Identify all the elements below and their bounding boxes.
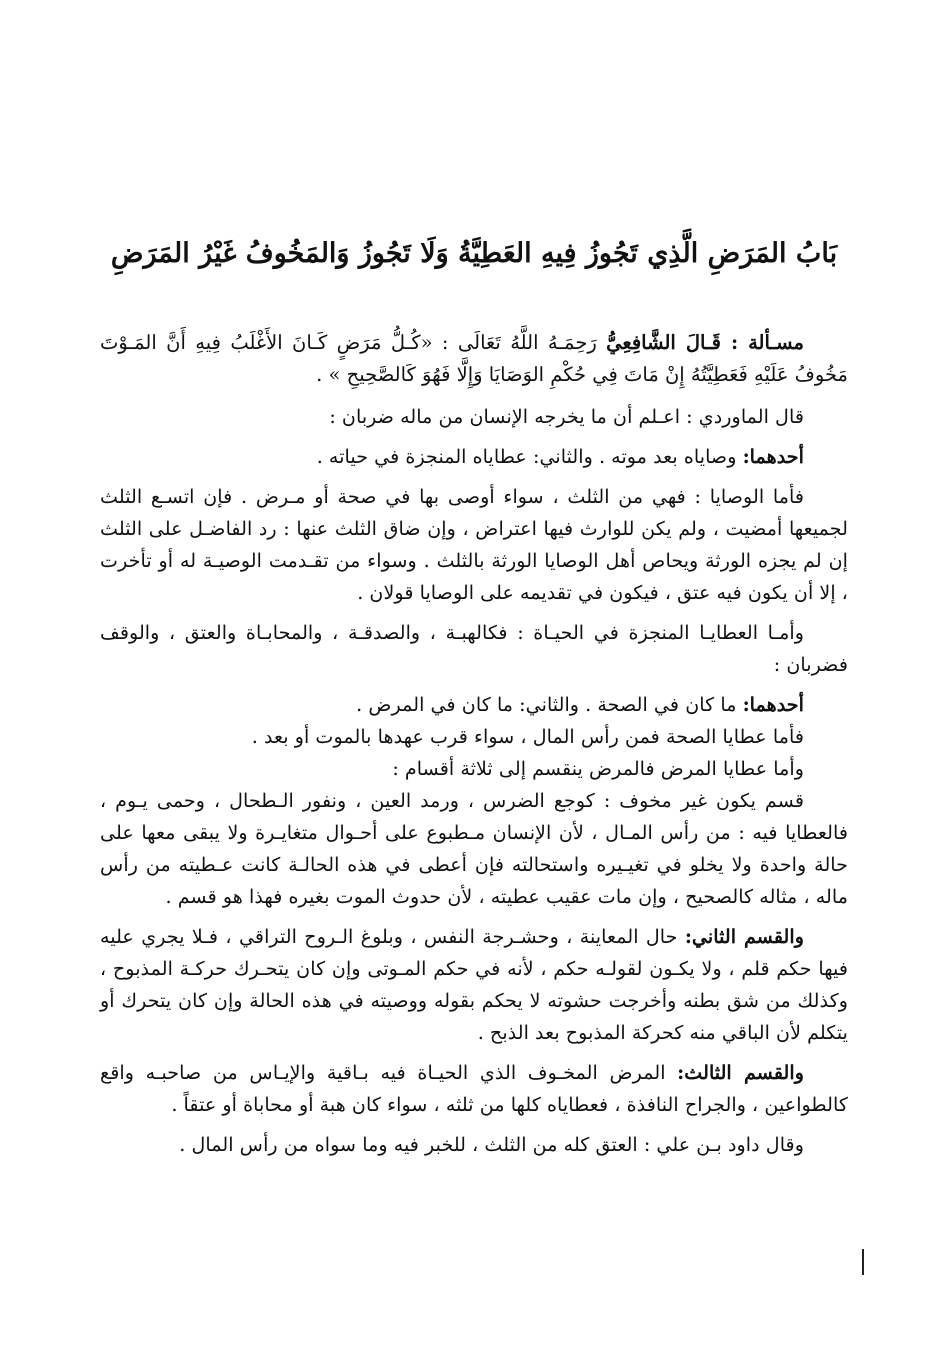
- paragraph-lead: والقسم الثاني:: [684, 925, 804, 948]
- paragraph-second-section: [100, 921, 848, 1049]
- paragraph-dawud: [100, 1129, 848, 1161]
- paragraph-health-gifts: [100, 721, 848, 753]
- paragraph-mawardi: [100, 401, 848, 433]
- paragraph-text: وقال داود بـن علي : العتق كله من الثلث ، للخبر فيه وما سواه من رأس المال .: [179, 1133, 804, 1156]
- paragraph-text: قسم يكون غير مخوف : كوجع الضرس ، ورمد العين ، ونفور الـطحال ، وحمى يـوم ، فالعطايا فيه : من رأس المـال ، لأن الإنسان مـطبوع على أحـوال متغايـرة ولا يبقى معها على حالة واحدة ولا يخلو في تغيـيره واستحالته فإن أعطى في هذه الحالـة كانت عـطيته من رأس ماله ، مثاله كالصحيح ، وإن مات عقيب عطيته ، لأن حدوث الموت بغيره فهذا هو قسم .: [100, 789, 848, 908]
- paragraph-text: ما كان في الصحة . والثاني: ما كان في المرض .: [356, 693, 743, 716]
- paragraph-lead: أحدهما:: [742, 445, 804, 468]
- paragraph-lead: أحدهما:: [742, 693, 804, 716]
- paragraph-text: فأما الوصايا : فهي من الثلث ، سواء أوصى بها في صحة أو مـرض . فإن اتسـع الثلث لجميعها أمضيت ، ولم يكن للوارث فيها اعتراض ، وإن ضاق الثلث عنها : رد الفاضـل على الثلث إن لم يجزه الورثة ويحاص أهل الوصايا الورثة بالثلث . وسواء من تقـدمت الوصيـة له أو تأخرت ، إلا أن يكون فيه عتق ، فيكون في تقديمه على الوصايا قولان .: [100, 485, 848, 604]
- chapter-title: بَابُ المَرَضِ الَّذِي تَجُوزُ فِيهِ العَطِيَّةُ وَلَا تَجُوزُ وَالمَخُوفُ غَيْرُ المَرَضِ: [110, 238, 838, 269]
- paragraph-lead: والقسم الثالث:: [677, 1061, 804, 1084]
- paragraph-atayya: [100, 617, 848, 681]
- paragraph-lead: مسـألة : قَـالَ الشَّافِعِيُّ: [606, 331, 804, 354]
- paragraph-text: وأمـا العطايـا المنجزة في الحيـاة : فكالهبـة ، والصدقـة ، والمحابـاة والعتق ، والوقف فضربان :: [100, 621, 848, 676]
- paragraph-text: حال المعاينة ، وحشـرجة النفس ، وبلوغ الـروح التراقي ، فـلا يجري عليه فيها حكم قلم ، ولا يكـون لقولـه حكم ، لأنه في حكم المـوتى وإن كان يتحـرك حركـة المذبوح ، وكذلك من شق بطنه وأخرجت حشوته لا يحكم بقوله ووصيته في هذه الحالة وإن كان يتحرك أو يتكلم لأن الباقي منه كحركة المذبوح بعد الذبح .: [100, 925, 848, 1044]
- paragraph-text: فأما عطايا الصحة فمن رأس المال ، سواء قرب عهدها بالموت أو بعد .: [251, 725, 804, 748]
- paragraph-text: رَحِمَـهُ اللَّهُ تَعَالَى : «كُـلُّ مَرَضٍ كَـانَ الأَغْلَبُ فِيهِ أَنَّ المَـوْتَ مَخُوفُ عَلَيْهِ فَعَطِيَّتُهُ إِنْ مَاتَ فِي حُكْمِ الوَصَايَا وَإِلَّا فَهُوَ كَالصَّحِيحِ » .: [100, 331, 848, 386]
- paragraph-third-section: [100, 1057, 848, 1121]
- paragraph-masala: [100, 327, 848, 391]
- margin-mark: [862, 1249, 864, 1275]
- paragraph-text: قال الماوردي : اعـلم أن ما يخرجه الإنسان من ماله ضربان :: [329, 405, 804, 428]
- paragraph-health-illness: [100, 689, 848, 721]
- body-text: [100, 327, 848, 1161]
- paragraph-text: المرض المخـوف الذي الحيـاة فيه بـاقية والإيـاس من صاحبـه واقع كالطواعين ، والجراح النافذة ، فعطاياه كلها من ثلثه ، سواء كان هبة أو محاباة أو عتقاً .: [100, 1061, 848, 1116]
- paragraph-text: وصاياه بعد موته . والثاني: عطاياه المنجزة في حياته .: [316, 445, 743, 468]
- paragraph-two-kinds: [100, 441, 848, 473]
- paragraph-first-section: [100, 785, 848, 913]
- paragraph-text: وأما عطايا المرض فالمرض ينقسم إلى ثلاثة أقسام :: [392, 757, 804, 780]
- paragraph-illness-gifts: [100, 753, 848, 785]
- paragraph-wasaya: [100, 481, 848, 609]
